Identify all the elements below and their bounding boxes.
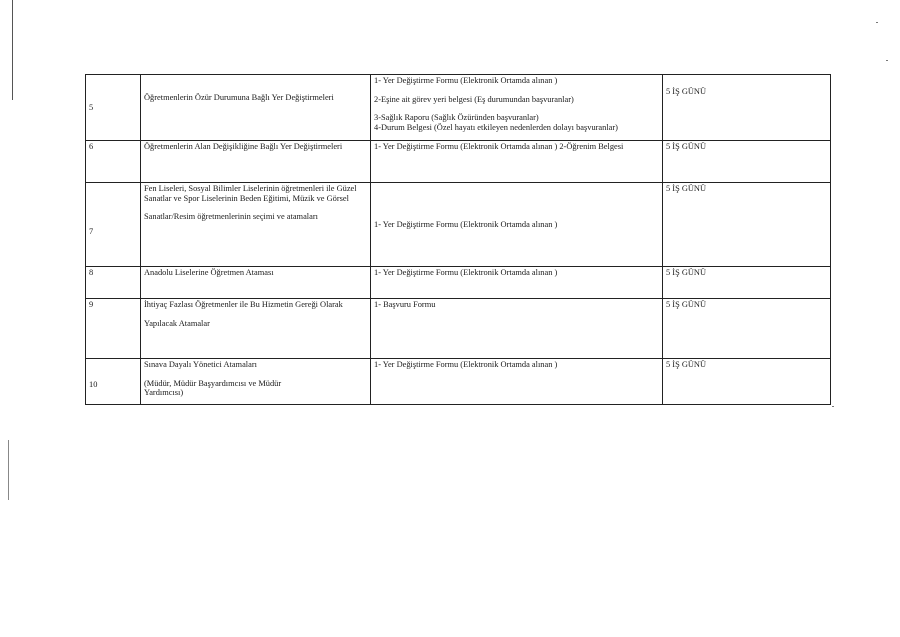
row-number: 10 [86,359,141,405]
row-duration: 5 İŞ GÜNÜ [663,183,831,267]
row-title-line: Fen Liseleri, Sosyal Bilimler Liselerinin öğretmenleri ile Güzel [144,184,357,193]
row-number: 6 [86,141,141,183]
row-number: 8 [86,267,141,299]
row-documents [371,299,663,359]
row-duration: 5 İŞ GÜNÜ [663,141,831,183]
row-title-line: Yapılacak Atamalar [144,318,210,328]
document-item: 1- Yer Değiştirme Formu (Elektronik Ortamda alınan ) [374,360,558,369]
row-title: Anadolu Liselerine Öğretmen Ataması [141,267,371,299]
document-item: 2-Eşine ait görev yeri belgesi (Eş durumundan başvuranlar) [374,94,574,104]
table-row [86,359,831,405]
table-row [86,75,831,141]
row-duration: 5 İŞ GÜNÜ [663,299,831,359]
scan-speck [876,22,878,23]
row-documents [371,183,663,267]
table-row [86,141,831,183]
document-item: 1- Yer Değiştirme Formu (Elektronik Ortamda alınan ) [374,219,558,229]
row-title-line: (Müdür, Müdür Başyardımcısı ve Müdür Yardımcısı) [144,378,282,398]
table-row [86,267,831,299]
row-number: 5 [86,75,141,141]
row-title-line: İhtiyaç Fazlası Öğretmenler ile Bu Hizmetin Gereği Olarak [144,300,343,309]
row-title: Öğretmenlerin Alan Değişikliğine Bağlı Yer Değiştirmeleri [141,141,371,183]
scan-edge-line [8,440,9,500]
document-item: 1- Başvuru Formu [374,300,436,309]
row-title-line: Sanatlar ve Spor Liselerinin Beden Eğitimi, Müzik ve Görsel [144,193,349,203]
row-title [141,299,371,359]
scan-edge-line [12,0,13,100]
row-title [141,183,371,267]
document-item: 4-Durum Belgesi (Özel hayatı etkileyen nedenlerden dolayı başvuranlar) [374,122,618,132]
row-duration: 5 İŞ GÜNÜ [663,267,831,299]
table-row [86,299,831,359]
document-item: 3-Sağlık Raporu (Sağlık Özüründen başvuranlar) [374,113,539,123]
table-row [86,183,831,267]
row-duration: 5 İŞ GÜNÜ [663,359,831,405]
procedures-table [85,74,831,405]
row-title [141,359,371,405]
row-documents [371,359,663,405]
document-item: 1- Yer Değiştirme Formu (Elektronik Ortamda alınan ) [374,268,558,277]
row-title-line: Sanatlar/Resim öğretmenlerinin seçimi ve atamaları [144,212,318,222]
row-documents [371,141,663,183]
document-item: 1- Yer Değiştirme Formu (Elektronik Ortamda alınan ) 2-Öğrenim Belgesi [374,142,624,151]
row-documents [371,267,663,299]
row-title-line: Sınava Dayalı Yönetici Atamaları [144,360,257,369]
scan-speck [832,406,834,407]
row-title: Öğretmenlerin Özür Durumuna Bağlı Yer Değiştirmeleri [141,75,371,141]
row-number: 9 [86,299,141,359]
document-item: 1- Yer Değiştirme Formu (Elektronik Ortamda alınan ) [374,76,558,85]
row-number: 7 [86,183,141,267]
scan-speck [886,60,888,61]
row-documents [371,75,663,141]
row-duration: 5 İŞ GÜNÜ [663,75,831,141]
